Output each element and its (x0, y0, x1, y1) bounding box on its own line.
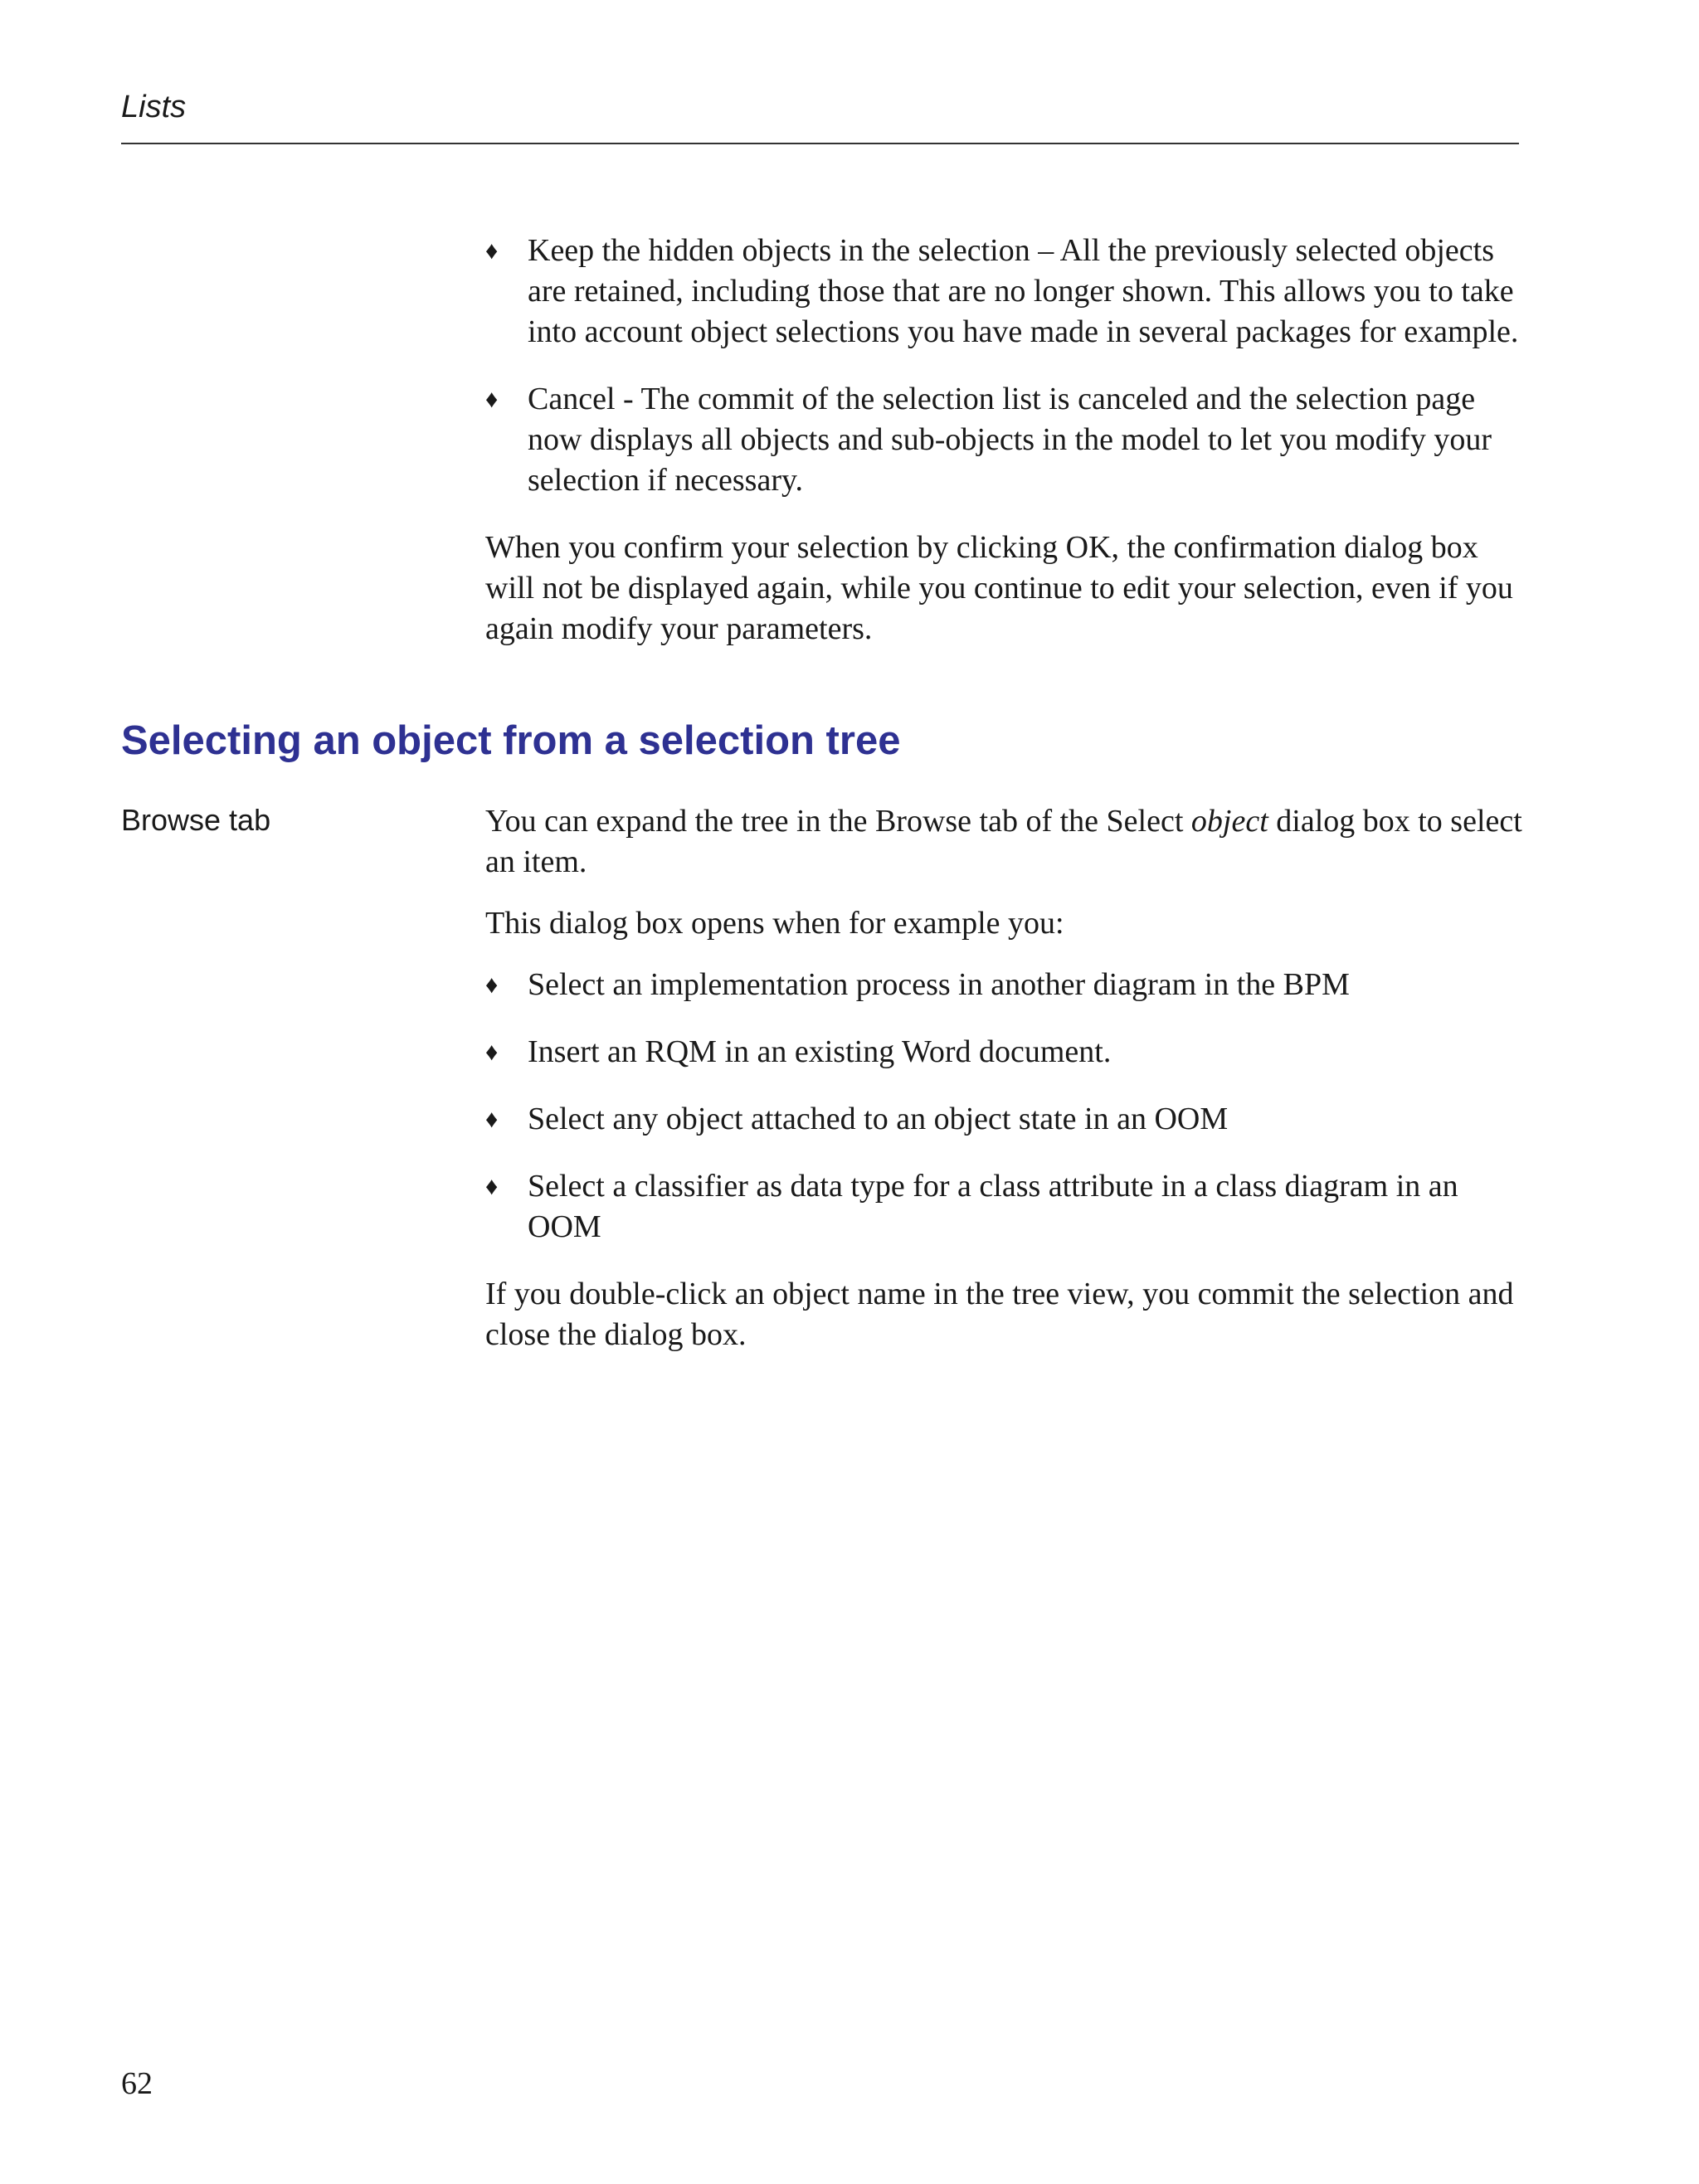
list-item-text: Keep the hidden objects in the selection – All the previously selected objects are retained, including those that are no longer shown. This allows you to take into account object selections you have made in several packages for example. (528, 233, 1519, 349)
intro-paragraph (485, 801, 1522, 883)
list-item-text: Select an implementation process in another diagram in the BPM (528, 967, 1350, 1002)
page-number: 62 (121, 2066, 153, 2101)
browse-section (485, 801, 1522, 1375)
list-item (485, 1166, 1522, 1248)
diamond-bullet-icon: ♦ (485, 237, 499, 265)
list-item-text: Cancel - The commit of the selection list is canceled and the selection page now displays all objects and sub-objects in the model to let you modify your selection if necessary. (528, 382, 1492, 498)
confirmation-paragraph: When you confirm your selection by clicking OK, the confirmation dialog box will not be displayed again, while you continue to edit your selection, even if you again modify your parameters. (485, 530, 1513, 646)
side-label: Browse tab (121, 803, 271, 837)
diamond-bullet-icon: ♦ (485, 1106, 499, 1133)
diamond-bullet-icon: ♦ (485, 1038, 499, 1066)
list-item-text: Select any object attached to an object state in an OOM (528, 1102, 1229, 1136)
list-item-text: Select a classifier as data type for a class attribute in a class diagram in an OOM (528, 1169, 1458, 1244)
diamond-bullet-icon: ♦ (485, 1173, 499, 1200)
intro-text-italic: object (1190, 804, 1268, 839)
top-section (485, 231, 1522, 669)
list-item (485, 1099, 1522, 1140)
closing-paragraph: If you double-click an object name in the tree view, you commit the selection and close the dialog box. (485, 1277, 1514, 1352)
running-header: Lists (121, 90, 187, 124)
list-item (485, 1032, 1522, 1073)
top-bullet-list (485, 231, 1522, 501)
example-bullet-list (485, 965, 1522, 1248)
list-item (485, 965, 1522, 1005)
list-item (485, 379, 1522, 501)
header-rule (121, 143, 1519, 144)
list-item-text: Insert an RQM in an existing Word document. (528, 1034, 1112, 1069)
section-heading: Selecting an object from a selection tree (121, 718, 901, 763)
diamond-bullet-icon: ♦ (485, 971, 499, 999)
lead-paragraph: This dialog box opens when for example you: (485, 906, 1064, 941)
intro-text-after: dialog box to select an item. (485, 804, 1522, 879)
intro-text-before: You can expand the tree in the Browse tab of the Select (485, 804, 1191, 839)
diamond-bullet-icon: ♦ (485, 386, 499, 413)
list-item (485, 231, 1522, 353)
